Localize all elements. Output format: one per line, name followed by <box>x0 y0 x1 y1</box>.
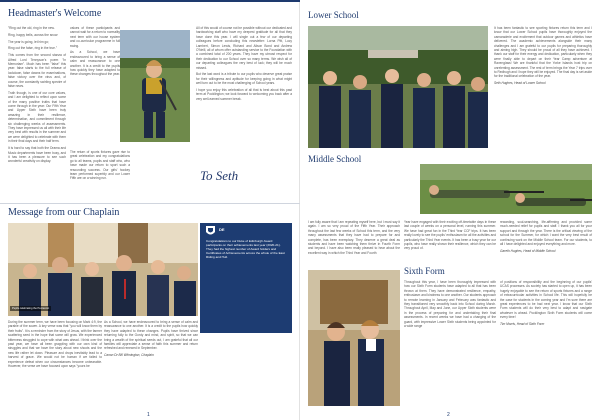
middle-school-col-1: I am fully aware that I am repeating myself here, but I must say it again. I am so very proud of the Fifth Year. Their approach throughout the last few weeks of School this term, and the very many assessments that they have had to prepare for and complete, has been exemplary. They deserve a great deal as students and have been watching them thrive in Fourth Form and beyond. I have also been really pleased to hear about the excellent way in which the Third Year and Fourth <box>308 220 400 255</box>
section-divider <box>0 203 300 204</box>
sixth-form-col-1: Throughout this year, I have been thoroughly impressed with how our Sixth Form students have adapted to all that has been thrown at them. They have demonstrated resilience, empathy, enthusiasm and kindness to one another. Our students approach to remote learning in January and February was fantastic and they transitioned very smoothly back into School during March. Throughout April, May and June, our Upper Sixth students were in the process of preparing for and undertaking their final assessments. In recent weeks we have had a changing of the guard, with impressive Lower Sixth students being appointed for a wide range <box>404 280 496 329</box>
sixth-form-photo <box>308 270 400 406</box>
page-right <box>300 0 600 420</box>
crest-letters: DE <box>219 227 225 232</box>
chaplain-photo-caption: Pupils celebrating the Pentecost <box>12 307 50 310</box>
middle-school-col-3: rewarding, soul-searching, life-affirming and provided some much-needed relief for pupils and staff. I thank you all for your support and through the year. There is the critical viewing of the school for the Summer, for which I want the very best result of continuing work on the Middle School team. For our students, to all I have delighted and enjoyed everything and more. Gareth Hughes, Head of Middle School <box>500 220 592 253</box>
sixth-form-col-2: of positions of responsibility and the beginning of our pupils' UCAS processes. As society has started to open up, it has been hugely enjoyable to see the return of sports fixtures and a range of extracurricular activities in School life. This will hopefully be the case for students in the coming year and I'm sure there are great experiences to be had next year. I know that our Sixth Form students will do their very best to adapt and navigate whatever is ahead. Pocklington Sixth Form students will come every time! Tim Morris, Head of Sixth Form <box>500 280 592 327</box>
congratulations-text: Congratulations to our Duke of Edinburgh Award participants on their achievements last year (2020-21). They had the highest number of Award holders and Certificates of Achievements across the whole of the East Riding and Hull. <box>206 239 285 259</box>
middle-school-photo <box>420 164 592 214</box>
headmaster-col-3: All of this would of course not be possible without our dedicated and hardworking staff who have my deepest gratitude for all that they have done this year. I will single out a few of our departing colleagues before concluding this newsletter: Lorna Pitt, Lucy Lambert, Simon Lewis, Richard and Alison Bond and Andrew O'Neill, all of whom offer outstanding service to the Foundation with a combined total of 200 years. They have my utmost respect for their dedication to our School over so many terms. We wish all of our departing colleagues the very best of luck; they will be much missed. But the last word is a tribute to our pupils who deserve great praise for their willingness and aptitude for keeping going in what might well turn out to be the most challenging of School years. I hope you enjoy this celebration of all that is best about this past term at Pocklington; we look forward to welcoming you back after a very well-earned summer break. <box>196 26 292 101</box>
chaplain-title: Message from our Chaplain <box>8 207 120 218</box>
chaplain-col-1: During the summer term, we have been focusing on Mark 4:9, the parable of the sower. A key verse was that "you will know them by their fruits". It is a reminder from the story of Jesus, with the farmer scattering seed in the hope that some will grow. We experienced bitterness struggled to cope with what was ahead. I think over the past year, we have all been grappling with our own kind of struggles and that we have the story about new shoots and the new life rather let down. Pleasure and drops inevitably lead to a harvest of grace. We would not be human if we failed to experience defeat when our circumstances become unbearable. However, the verse we have focused upon says "yours be <box>8 320 102 369</box>
top-band <box>0 0 300 2</box>
middle-school-col-2: Year have engaged with their exciting off-timetable days in these last couple of weeks on a personal level, running this summer. We have had great fun in the Third Year CCF trips. It has been really lovely to see the pupils' enthusiasm for all the activities and particularly the Third Year events. It has been a busy year for our pupils, who have really shown their resilience, which they can be very proud of. <box>404 220 496 251</box>
crest-icon <box>206 226 215 237</box>
chaplain-photo <box>8 223 198 316</box>
headmaster-photo <box>120 30 190 142</box>
headmaster-signature: To Seth <box>200 168 239 183</box>
lower-school-photo <box>308 26 488 148</box>
lower-school-title: Lower School <box>308 10 359 20</box>
headmaster-col-2-top: values of these participants and cannot wait for a return to normality next term with our house system and co-curricular programme in full swing. As a School, we have endeavoured to bring a sense of calm and reassurance to one another. It is a credit to the pupils how quickly they have adapted to these changes throughout the year. <box>70 26 120 77</box>
lower-school-text: It has been fantastic to see sporting fixtures return this term and I know that our Lower School pupils have thoroughly enjoyed the camaraderie and excitement that outdoor games and athletics have delivered. The academic achievements alongside their many challenges and I am grateful to our pupils for preparing thoroughly and aiming high. They should be proud of all they have achieved. I thank our staff for their energy and dedication, particularly when they were finally able to depart on their Year Camp adventure at Ravenglass! We are thankful that the Yorke Islands host trip on unrelenting assessment. The rest of term brings the Year 7 trips over to Redhugh and I hope they will be enjoyed. The final day is set aside for the traditional celebration of the year. Seth Hughes, Head of Lower School <box>494 26 592 86</box>
page-number-left: 1 <box>147 412 150 418</box>
chaplain-col-2: As a School, we have endeavoured to bring a sense of calm and reassurance to one another. It is a credit to the pupils how quickly they have adapted to these changes. Pupils have thrived since returning fully to the Gordy and mind, and spirit, so that we can bring a wealth of the spiritual seeds out, I am grateful that all our families will appreciate a sense of faith this summer and return refreshed and renewed in September. Canon Dr Bill Wilmington, Chaplain <box>104 320 198 358</box>
headmaster-col-1: "Ring out the old, ring in the new. Ring, happy bells, across the snow: The year is going, let him go; Ring out the false, ring in the true." This comes from the second stanza of Alfred Lord Tennyson's poem "In Memoriam". Much has been "false" this year: false starts to the full release of lockdown, false dawns for examinations, false victory over the virus and, of course, the constantly swirling spectre of false news. Truth though, is one of our core values, and I am delighted to reflect upon some of the many positive truths that have come through in the year: Our Fifth Year and Upper Sixth have been truly amazing in their resilience, determination, and commitment through six challenging weeks of assessments. They have impressed us all with their life very best with results in the summer and we were delighted to celebrate with them in their final days and their half term. It is hard to say that both the Drama and Music departments have been busy, and it has been a pleasure to see such wonderful creativity on display. <box>8 26 66 164</box>
congratulations-box <box>200 223 292 333</box>
page-number-right: 2 <box>447 412 450 418</box>
headmaster-col-2-bottom: The return of sports fixtures gave rise to great celebration and my congratulations go to all teams, pupils and staff who, who have made our return to sport such a resounding success. Our girls' hockey team performed superbly and our Lower Fifth are on a winning run. <box>70 150 130 181</box>
middle-school-title: Middle School <box>308 154 362 164</box>
headmaster-title: Headmaster's Welcome <box>8 8 102 19</box>
sixth-form-title: Sixth Form <box>404 266 445 276</box>
